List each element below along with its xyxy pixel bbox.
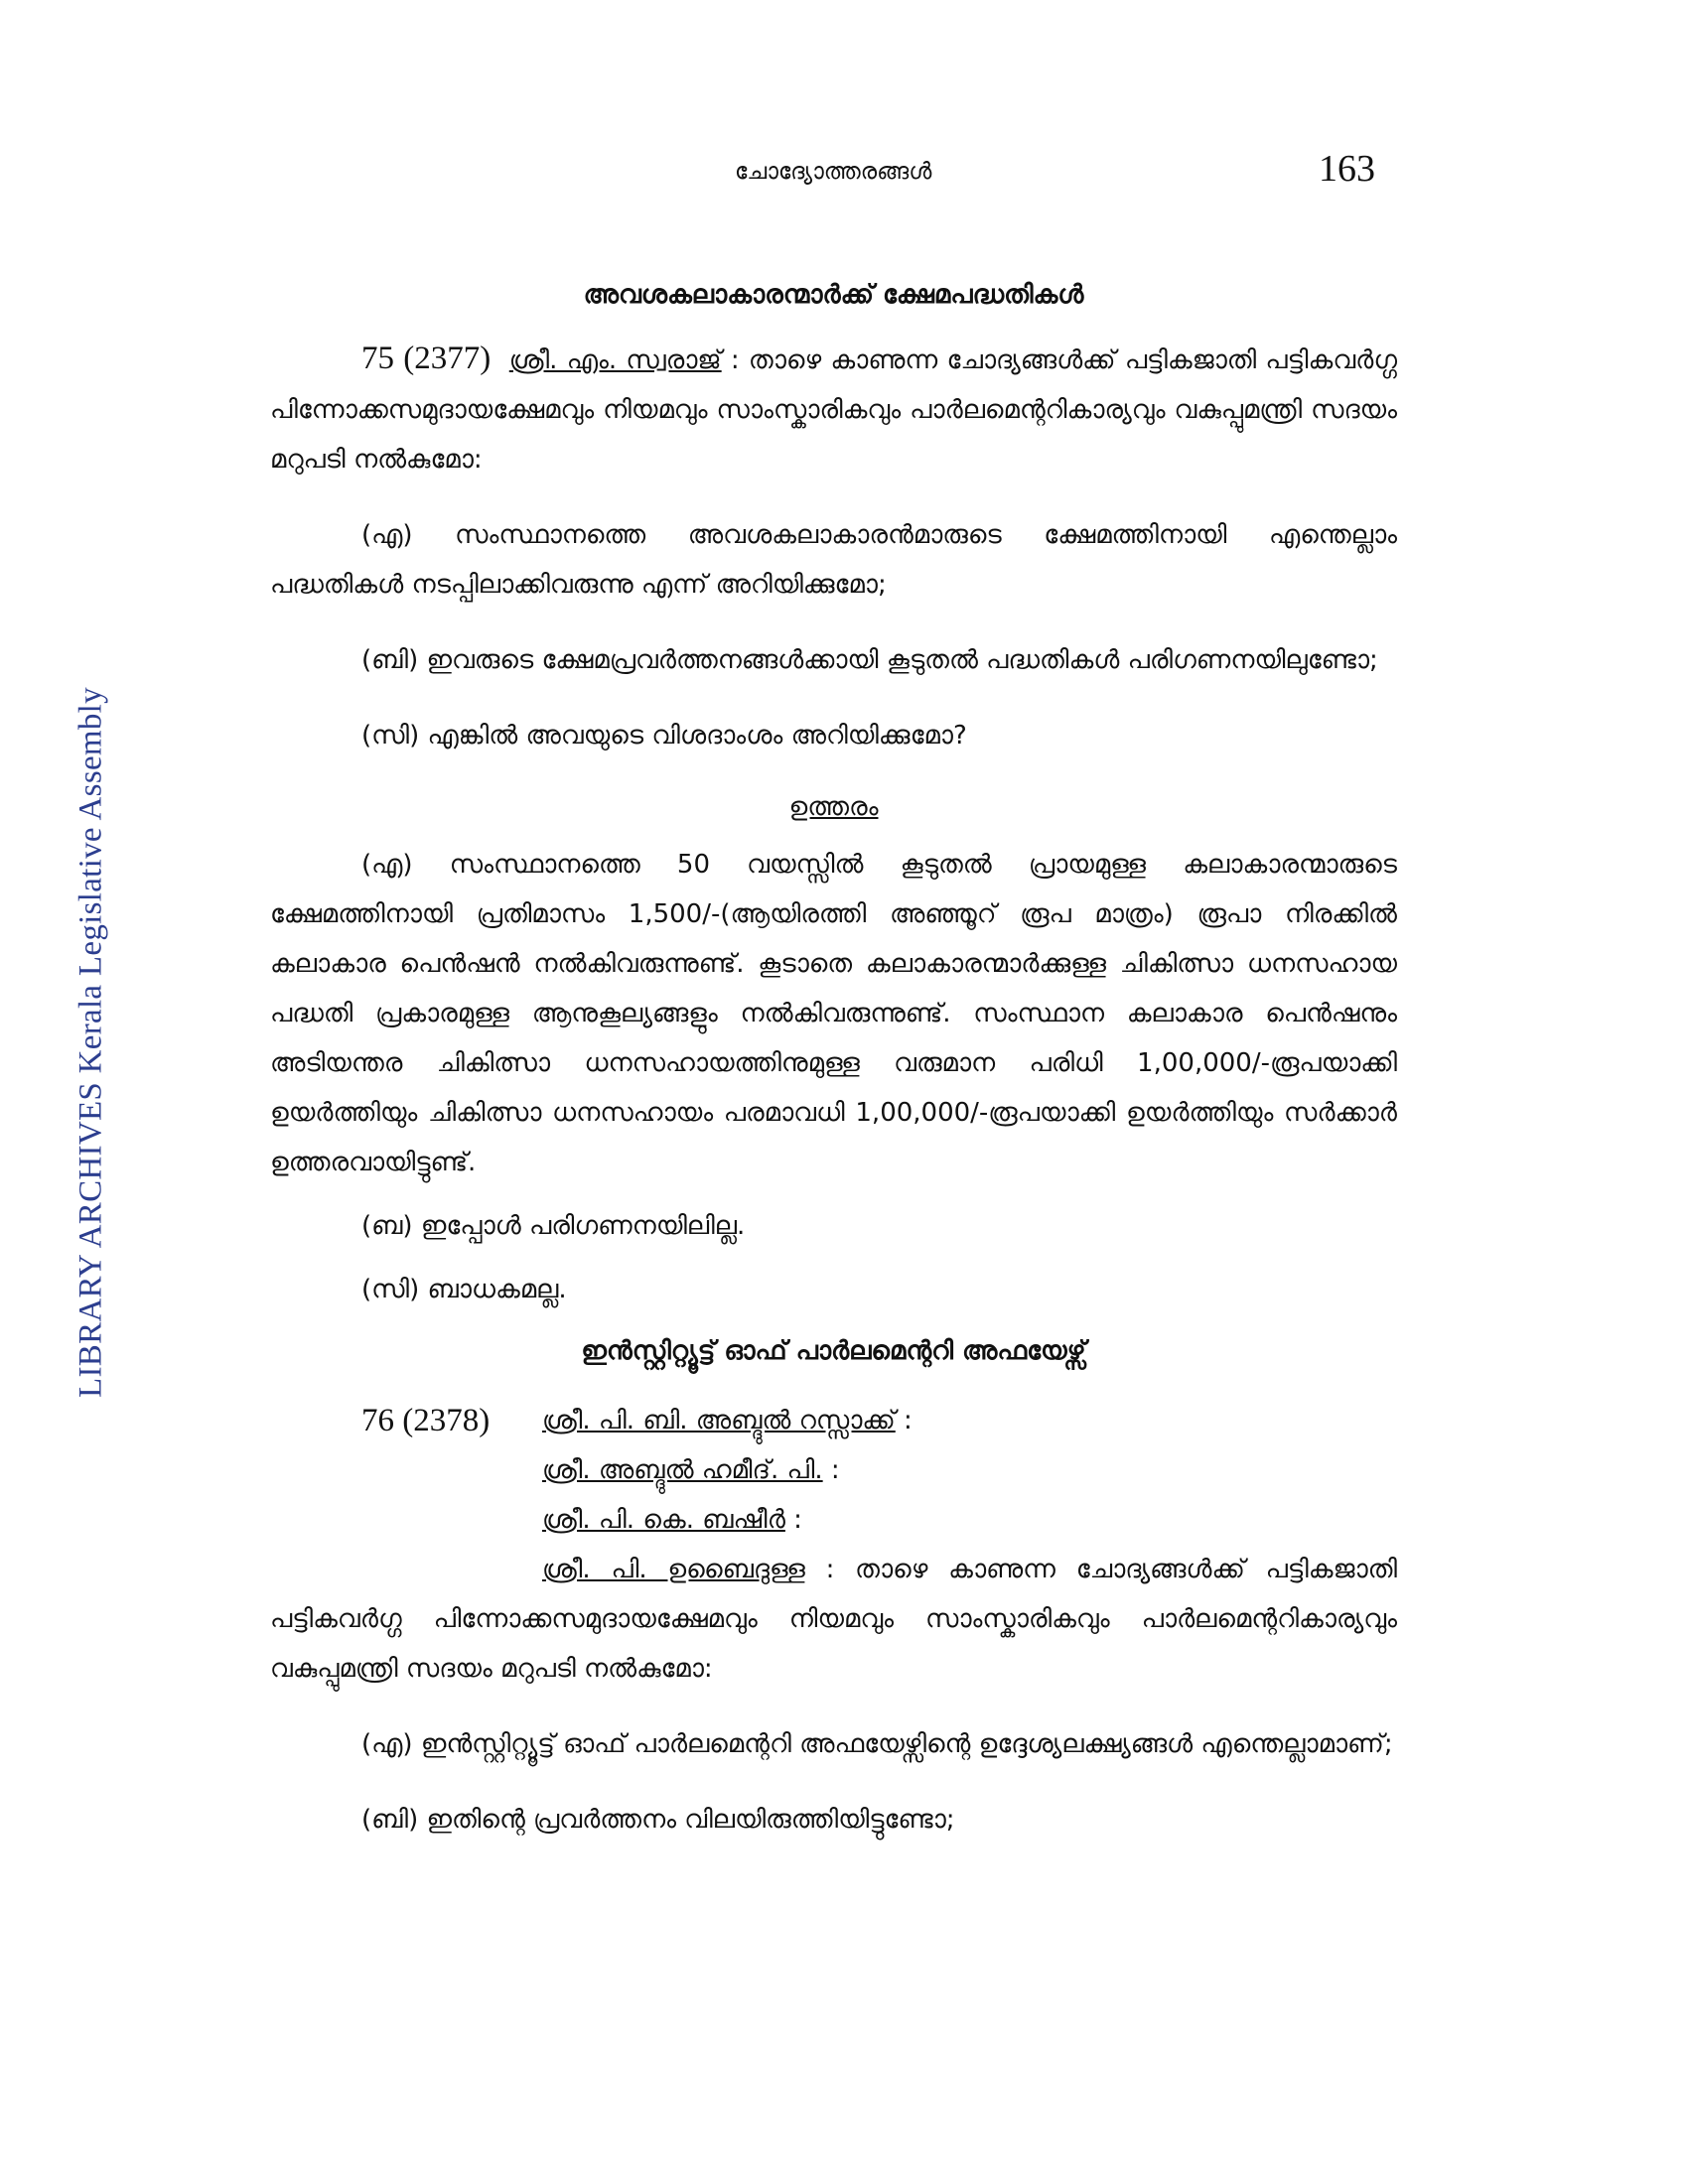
- answer-heading: ഉത്തരം: [788, 792, 879, 822]
- question-75-number: 75 (2377): [361, 341, 492, 376]
- question-75-part-a: (എ) സംസ്ഥാനത്തെ അവശകലാകാരൻമാരുടെ ക്ഷേമത്തിനായി എന്തെല്ലാം പദ്ധതികൾ നടപ്പിലാക്കിവരുന്നു എന്ന് അറിയിക്കുമോ;: [270, 520, 1397, 600]
- member-line: [542, 1396, 1397, 1445]
- member-name: ശ്രീ. അബ്ദുൽ ഹമീദ്. പി.: [542, 1455, 823, 1485]
- member-line: [542, 1445, 1397, 1495]
- question-75-heading: അവശകലാകാരന്മാർക്ക് ക്ഷേമപദ്ധതികൾ: [583, 280, 1084, 310]
- archive-watermark: LIBRARY ARCHIVES Kerala Legislative Assembly: [72, 687, 109, 1398]
- member-name: ശ്രീ. പി. ഉബൈദുള്ള: [542, 1555, 805, 1584]
- question-75-member: ശ്രീ. എം. സ്വരാജ്: [508, 345, 722, 375]
- member-name: ശ്രീ. പി. ബി. അബ്ദുൽ റസ്സാക്ക്: [542, 1406, 896, 1435]
- question-75-part-b: (ബി) ഇവരുടെ ക്ഷേമപ്രവർത്തനങ്ങൾക്കായി കൂടുതൽ പദ്ധതികൾ പരിഗണനയിലുണ്ടോ;: [361, 645, 1378, 675]
- page-number: 163: [1319, 148, 1375, 190]
- question-76-part-b: (ബി) ഇതിന്റെ പ്രവർത്തനം വിലയിരുത്തിയിട്ടുണ്ടോ;: [361, 1805, 955, 1835]
- question-76-heading: ഇൻസ്റ്റിറ്റ്യൂട്ട് ഓഫ് പാർലമെന്ററി അഫയേഴ്സ്: [581, 1336, 1086, 1366]
- member-colon: :: [895, 1406, 913, 1435]
- member-line: [542, 1495, 1397, 1545]
- answer-part-c: (സി) ബാധകമല്ല.: [361, 1275, 567, 1304]
- question-76-part-a: (എ) ഇൻസ്റ്റിറ്റ്യൂട്ട് ഓഫ് പാർലമെന്ററി അഫയേഴ്സിന്റെ ഉദ്ദേശ്യലക്ഷ്യങ്ങൾ എന്തെല്ലാമാണ്;: [361, 1729, 1393, 1759]
- answer-part-b: (ബ) ഇപ്പോൾ പരിഗണനയിലില്ല.: [361, 1211, 746, 1241]
- question-75-intro: [270, 334, 1397, 484]
- question-75-part-c: (സി) എങ്കിൽ അവയുടെ വിശദാംശം അറിയിക്കുമോ?: [361, 721, 967, 751]
- page-body: [270, 270, 1397, 1844]
- member-colon: :: [784, 1505, 802, 1535]
- member-colon: :: [822, 1455, 840, 1485]
- question-76-number: 76 (2378): [361, 1403, 491, 1438]
- question-76-members: [270, 1396, 1397, 1545]
- question-76-intro: [270, 1545, 1397, 1694]
- question-75-intro-text: : താഴെ കാണുന്ന ചോദ്യങ്ങൾക്ക് പട്ടികജാതി പട്ടികവർഗ്ഗ പിന്നോക്കസമുദായക്ഷേമവും നിയമവും സാംസ്കാരികവും പാർലമെന്ററികാര്യവും വകുപ്പുമന്ത്രി സദയം മറുപടി നൽകുമോ:: [270, 345, 1398, 475]
- answer-part-a: (എ) സംസ്ഥാനത്തെ 50 വയസ്സിൽ കൂടുതൽ പ്രായമുള്ള കലാകാരന്മാരുടെ ക്ഷേമത്തിനായി പ്രതിമാസം 1,500/-(ആയിരത്തി അഞ്ഞൂറ് രൂപ മാത്രം) രൂപാ നിരക്കിൽ കലാകാര പെൻഷൻ നൽകിവരുന്നുണ്ട്. കൂടാതെ കലാകാരന്മാർക്കുള്ള ചികിത്സാ ധനസഹായ പദ്ധതി പ്രകാരമുള്ള ആനുകൂല്യങ്ങളും നൽകിവരുന്നുണ്ട്. സംസ്ഥാന കലാകാര പെൻഷനും അടിയന്തര ചികിത്സാ ധനസഹായത്തിനുമുള്ള വരുമാന പരിധി 1,00,000/-രൂപയാക്കി ഉയർത്തിയും ചികിത്സാ ധനസഹായം പരമാവധി 1,00,000/-രൂപയാക്കി ഉയർത്തിയും സർക്കാർ ഉത്തരവായിട്ടുണ്ട്.: [270, 850, 1397, 1177]
- member-name: ശ്രീ. പി. കെ. ബഷീർ: [542, 1505, 785, 1535]
- question-76-intro-text: : താഴെ കാണുന്ന ചോദ്യങ്ങൾക്ക് പട്ടികജാതി പട്ടികവർഗ്ഗ പിന്നോക്കസമുദായക്ഷേമവും നിയമവും സാംസ്കാരികവും പാർലമെന്ററികാര്യവും വകുപ്പുമന്ത്രി സദയം മറുപടി നൽകുമോ:: [270, 1555, 1398, 1684]
- running-header: ചോദ്യോത്തരങ്ങൾ: [735, 159, 932, 185]
